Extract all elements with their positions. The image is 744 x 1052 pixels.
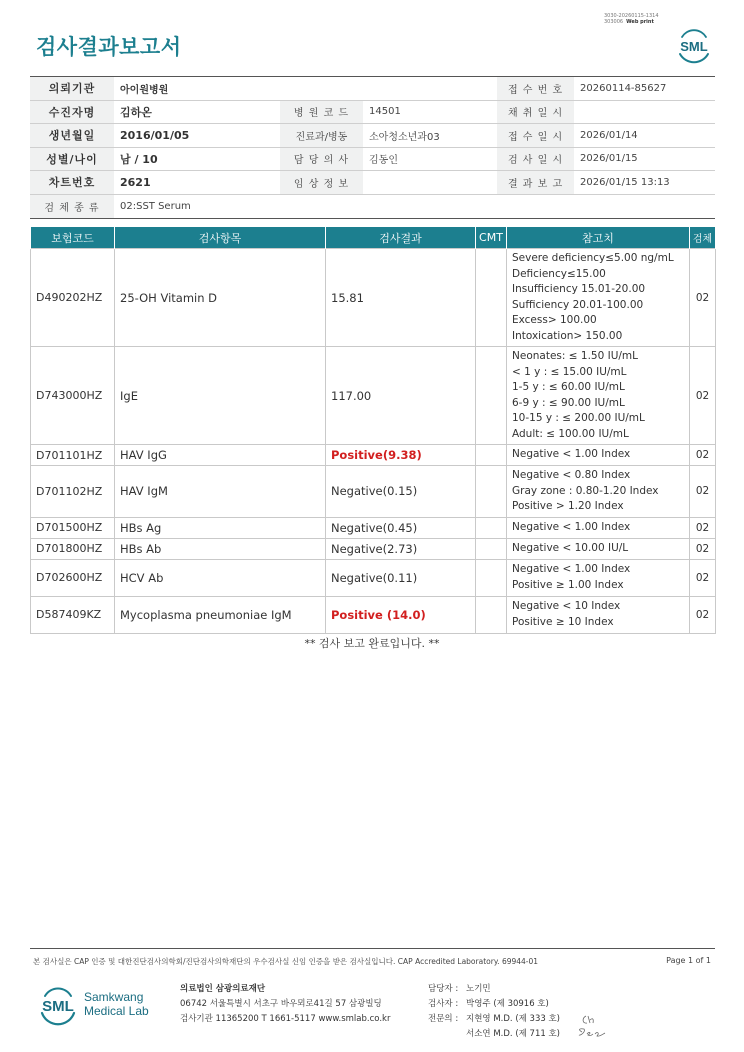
col-header-cmt: CMT xyxy=(476,227,507,249)
tester-label: 검사자 : xyxy=(428,999,459,1009)
manager-name: 노기민 xyxy=(466,984,491,994)
dept-value: 소아청소년과03 xyxy=(363,124,497,148)
reference-range xyxy=(507,445,690,466)
comment-cell xyxy=(476,517,507,538)
signature-icon xyxy=(576,1008,612,1044)
reference-line: Intoxication> 150.00 xyxy=(512,329,623,342)
test-item: IgE xyxy=(115,347,326,445)
completion-message: ** 검사 보고 완료입니다. ** xyxy=(304,637,440,650)
specialist-name-1: 지현영 M.D. (제 333 호) xyxy=(466,1014,561,1024)
col-header-specimen: 검체 xyxy=(690,227,716,249)
reference-line: 10-15 y : ≤ 200.00 IU/mL xyxy=(512,412,645,424)
page-number: Page 1 of 1 xyxy=(666,956,711,965)
clinical-info-label: 임 상 정 보 xyxy=(280,171,363,195)
results-body xyxy=(31,249,716,634)
foundation-contact: 검사기관 11365200 T 1661-5117 www.smlab.co.kr xyxy=(180,1014,391,1024)
samkwang-logo-icon xyxy=(36,982,80,1026)
chart-no-value: 2621 xyxy=(114,171,280,195)
reference-line: Negative < 1.00 Index xyxy=(512,563,631,575)
specimen-type-label: 검 체 종 류 xyxy=(30,194,114,218)
specimen-code: 02 xyxy=(690,559,716,596)
insurance-code: D701800HZ xyxy=(31,538,115,559)
insurance-code: D587409KZ xyxy=(31,596,115,633)
hospital-code-label: 병 원 코 드 xyxy=(280,100,363,124)
reference-line: Positive > 1.20 Index xyxy=(512,500,624,512)
comment-cell xyxy=(476,538,507,559)
tester-name: 박영주 (제 30916 호) xyxy=(466,999,549,1009)
receipt-no-value: 20260114-85627 xyxy=(574,77,715,101)
table-row xyxy=(31,249,716,347)
test-item: HBs Ag xyxy=(115,517,326,538)
doctor-value: 김동인 xyxy=(363,147,497,171)
reference-line: Negative < 1.00 Index xyxy=(512,520,631,533)
patient-name-label: 수진자명 xyxy=(30,100,114,124)
test-date-label: 검 사 일 시 xyxy=(497,147,574,171)
document-code-line1: 3030-20260115-1314 xyxy=(604,13,659,19)
reference-range xyxy=(507,538,690,559)
specialist-label: 전문의 : xyxy=(428,1014,459,1024)
insurance-code: D701102HZ xyxy=(31,466,115,518)
comment-cell xyxy=(476,347,507,445)
report-date-label: 결 과 보 고 xyxy=(497,171,574,195)
table-row xyxy=(31,538,716,559)
birth-label: 생년월일 xyxy=(30,124,114,148)
reference-line: Neonates: ≤ 1.50 IU/mL xyxy=(512,350,638,362)
table-row xyxy=(31,466,716,518)
certification-note: 본 검사실은 CAP 인증 및 대한진단검사의학회/진단검사의학재단의 우수검사실 신임 인증을 받은 검사실입니다. CAP Accredited Laboratory. 69944-01 xyxy=(33,957,539,966)
reference-line: 1-5 y : ≤ 60.00 IU/mL xyxy=(512,381,625,393)
reference-range xyxy=(507,596,690,633)
col-header-reference: 참고치 xyxy=(507,227,690,249)
reference-range xyxy=(507,249,690,347)
specialist-name-2: 서소연 M.D. (제 711 호) xyxy=(466,1029,561,1039)
web-print-label: Web print xyxy=(626,19,654,25)
info-row xyxy=(30,77,715,101)
reference-line: Gray zone : 0.80-1.20 Index xyxy=(512,484,659,497)
reference-line: Adult: ≤ 100.00 IU/mL xyxy=(512,427,629,440)
insurance-code: D490202HZ xyxy=(31,249,115,347)
test-date-value: 2026/01/15 xyxy=(574,147,715,171)
svg-text:SML: SML xyxy=(42,998,74,1015)
insurance-code: D701101HZ xyxy=(31,445,115,466)
reference-line: Negative < 10.00 IU/L xyxy=(512,541,629,554)
manager-label: 담당자 : xyxy=(428,984,459,994)
comment-cell xyxy=(476,596,507,633)
company-name-line1: Samkwang xyxy=(84,990,144,1004)
report-date-value: 2026/01/15 13:13 xyxy=(574,171,715,195)
test-item: HBs Ab xyxy=(115,538,326,559)
birth-value: 2016/01/05 xyxy=(114,124,280,148)
reference-line: Deficiency≤15.00 xyxy=(512,267,606,280)
sex-age-label: 성별/나이 xyxy=(30,147,114,171)
test-result: Negative(0.45) xyxy=(326,517,476,538)
specimen-code: 02 xyxy=(690,249,716,347)
institution-value: 아이원병원 xyxy=(114,77,497,101)
institution-label: 의뢰기관 xyxy=(30,77,114,101)
company-name xyxy=(84,990,149,1018)
receipt-no-label: 접 수 번 호 xyxy=(497,77,574,101)
reference-line: 6-9 y : ≤ 90.00 IU/mL xyxy=(512,396,625,409)
reference-line: Severe deficiency≤5.00 ng/mL xyxy=(512,252,674,264)
comment-cell xyxy=(476,445,507,466)
received-label: 접 수 일 시 xyxy=(497,124,574,148)
document-code-line2: 303006 xyxy=(604,19,624,25)
reference-line: Positive ≥ 1.00 Index xyxy=(512,578,624,591)
insurance-code: D702600HZ xyxy=(31,559,115,596)
sml-logo-icon xyxy=(674,24,714,64)
sex-age-value: 남 / 10 xyxy=(114,147,280,171)
chart-no-label: 차트번호 xyxy=(30,171,114,195)
reference-range xyxy=(507,559,690,596)
specimen-code: 02 xyxy=(690,538,716,559)
reference-line: Negative < 10 Index xyxy=(512,600,621,612)
insurance-code: D743000HZ xyxy=(31,347,115,445)
foundation-address: 06742 서울특별시 서초구 바우뫼로41길 57 삼광빌딩 xyxy=(180,999,382,1009)
info-row xyxy=(30,124,715,148)
specimen-code: 02 xyxy=(690,445,716,466)
collect-date-label: 채 취 일 시 xyxy=(497,100,574,124)
test-result: Positive (14.0) xyxy=(326,596,476,633)
comment-cell xyxy=(476,466,507,518)
results-table xyxy=(30,226,716,634)
table-row xyxy=(31,445,716,466)
col-header-code: 보험코드 xyxy=(31,227,115,249)
clinical-info-value xyxy=(363,171,497,195)
reference-range xyxy=(507,517,690,538)
reference-range xyxy=(507,347,690,445)
test-item: 25-OH Vitamin D xyxy=(115,249,326,347)
svg-text:SML: SML xyxy=(680,39,708,54)
table-row xyxy=(31,517,716,538)
test-item: HAV IgM xyxy=(115,466,326,518)
comment-cell xyxy=(476,249,507,347)
reference-line: Negative < 1.00 Index xyxy=(512,448,631,461)
reference-line: < 1 y : ≤ 15.00 IU/mL xyxy=(512,365,627,378)
footer-divider xyxy=(30,948,715,949)
reference-line: Negative < 0.80 Index xyxy=(512,469,631,481)
dept-label: 진료과/병동 xyxy=(280,124,363,148)
page-title: 검사결과보고서 xyxy=(36,35,182,59)
table-row xyxy=(31,559,716,596)
company-name-line2: Medical Lab xyxy=(84,1004,149,1018)
test-result: Negative(0.11) xyxy=(326,559,476,596)
doctor-label: 담 당 의 사 xyxy=(280,147,363,171)
test-item: HCV Ab xyxy=(115,559,326,596)
document-code xyxy=(604,13,659,25)
insurance-code: D701500HZ xyxy=(31,517,115,538)
hospital-code-value: 14501 xyxy=(363,100,497,124)
comment-cell xyxy=(476,559,507,596)
reference-line: Insufficiency 15.01-20.00 xyxy=(512,283,646,295)
col-header-item: 검사항목 xyxy=(115,227,326,249)
test-item: Mycoplasma pneumoniae IgM xyxy=(115,596,326,633)
info-row xyxy=(30,100,715,124)
col-header-result: 검사결과 xyxy=(326,227,476,249)
test-result: Negative(0.15) xyxy=(326,466,476,518)
info-row xyxy=(30,147,715,171)
reference-line: Sufficiency 20.01-100.00 xyxy=(512,298,644,311)
test-result: 15.81 xyxy=(326,249,476,347)
reference-line: Positive ≥ 10 Index xyxy=(512,615,614,628)
test-result: Negative(2.73) xyxy=(326,538,476,559)
collect-date-value xyxy=(574,100,715,124)
specimen-code: 02 xyxy=(690,347,716,445)
table-row xyxy=(31,596,716,633)
test-result: 117.00 xyxy=(326,347,476,445)
foundation-info xyxy=(180,982,390,1027)
specimen-code: 02 xyxy=(690,517,716,538)
specimen-code: 02 xyxy=(690,596,716,633)
specimen-code: 02 xyxy=(690,466,716,518)
received-value: 2026/01/14 xyxy=(574,124,715,148)
reference-range xyxy=(507,466,690,518)
patient-name-value: 김하온 xyxy=(114,100,280,124)
info-row xyxy=(30,171,715,195)
table-row xyxy=(31,347,716,445)
test-result: Positive(9.38) xyxy=(326,445,476,466)
results-header-row xyxy=(31,227,716,249)
specimen-type-value: 02:SST Serum xyxy=(114,194,715,218)
info-row xyxy=(30,194,715,218)
reference-line: Excess> 100.00 xyxy=(512,314,597,326)
test-item: HAV IgG xyxy=(115,445,326,466)
patient-info-table xyxy=(30,76,715,219)
staff-info xyxy=(428,982,560,1042)
foundation-name: 의료법인 삼광의료재단 xyxy=(180,984,266,994)
